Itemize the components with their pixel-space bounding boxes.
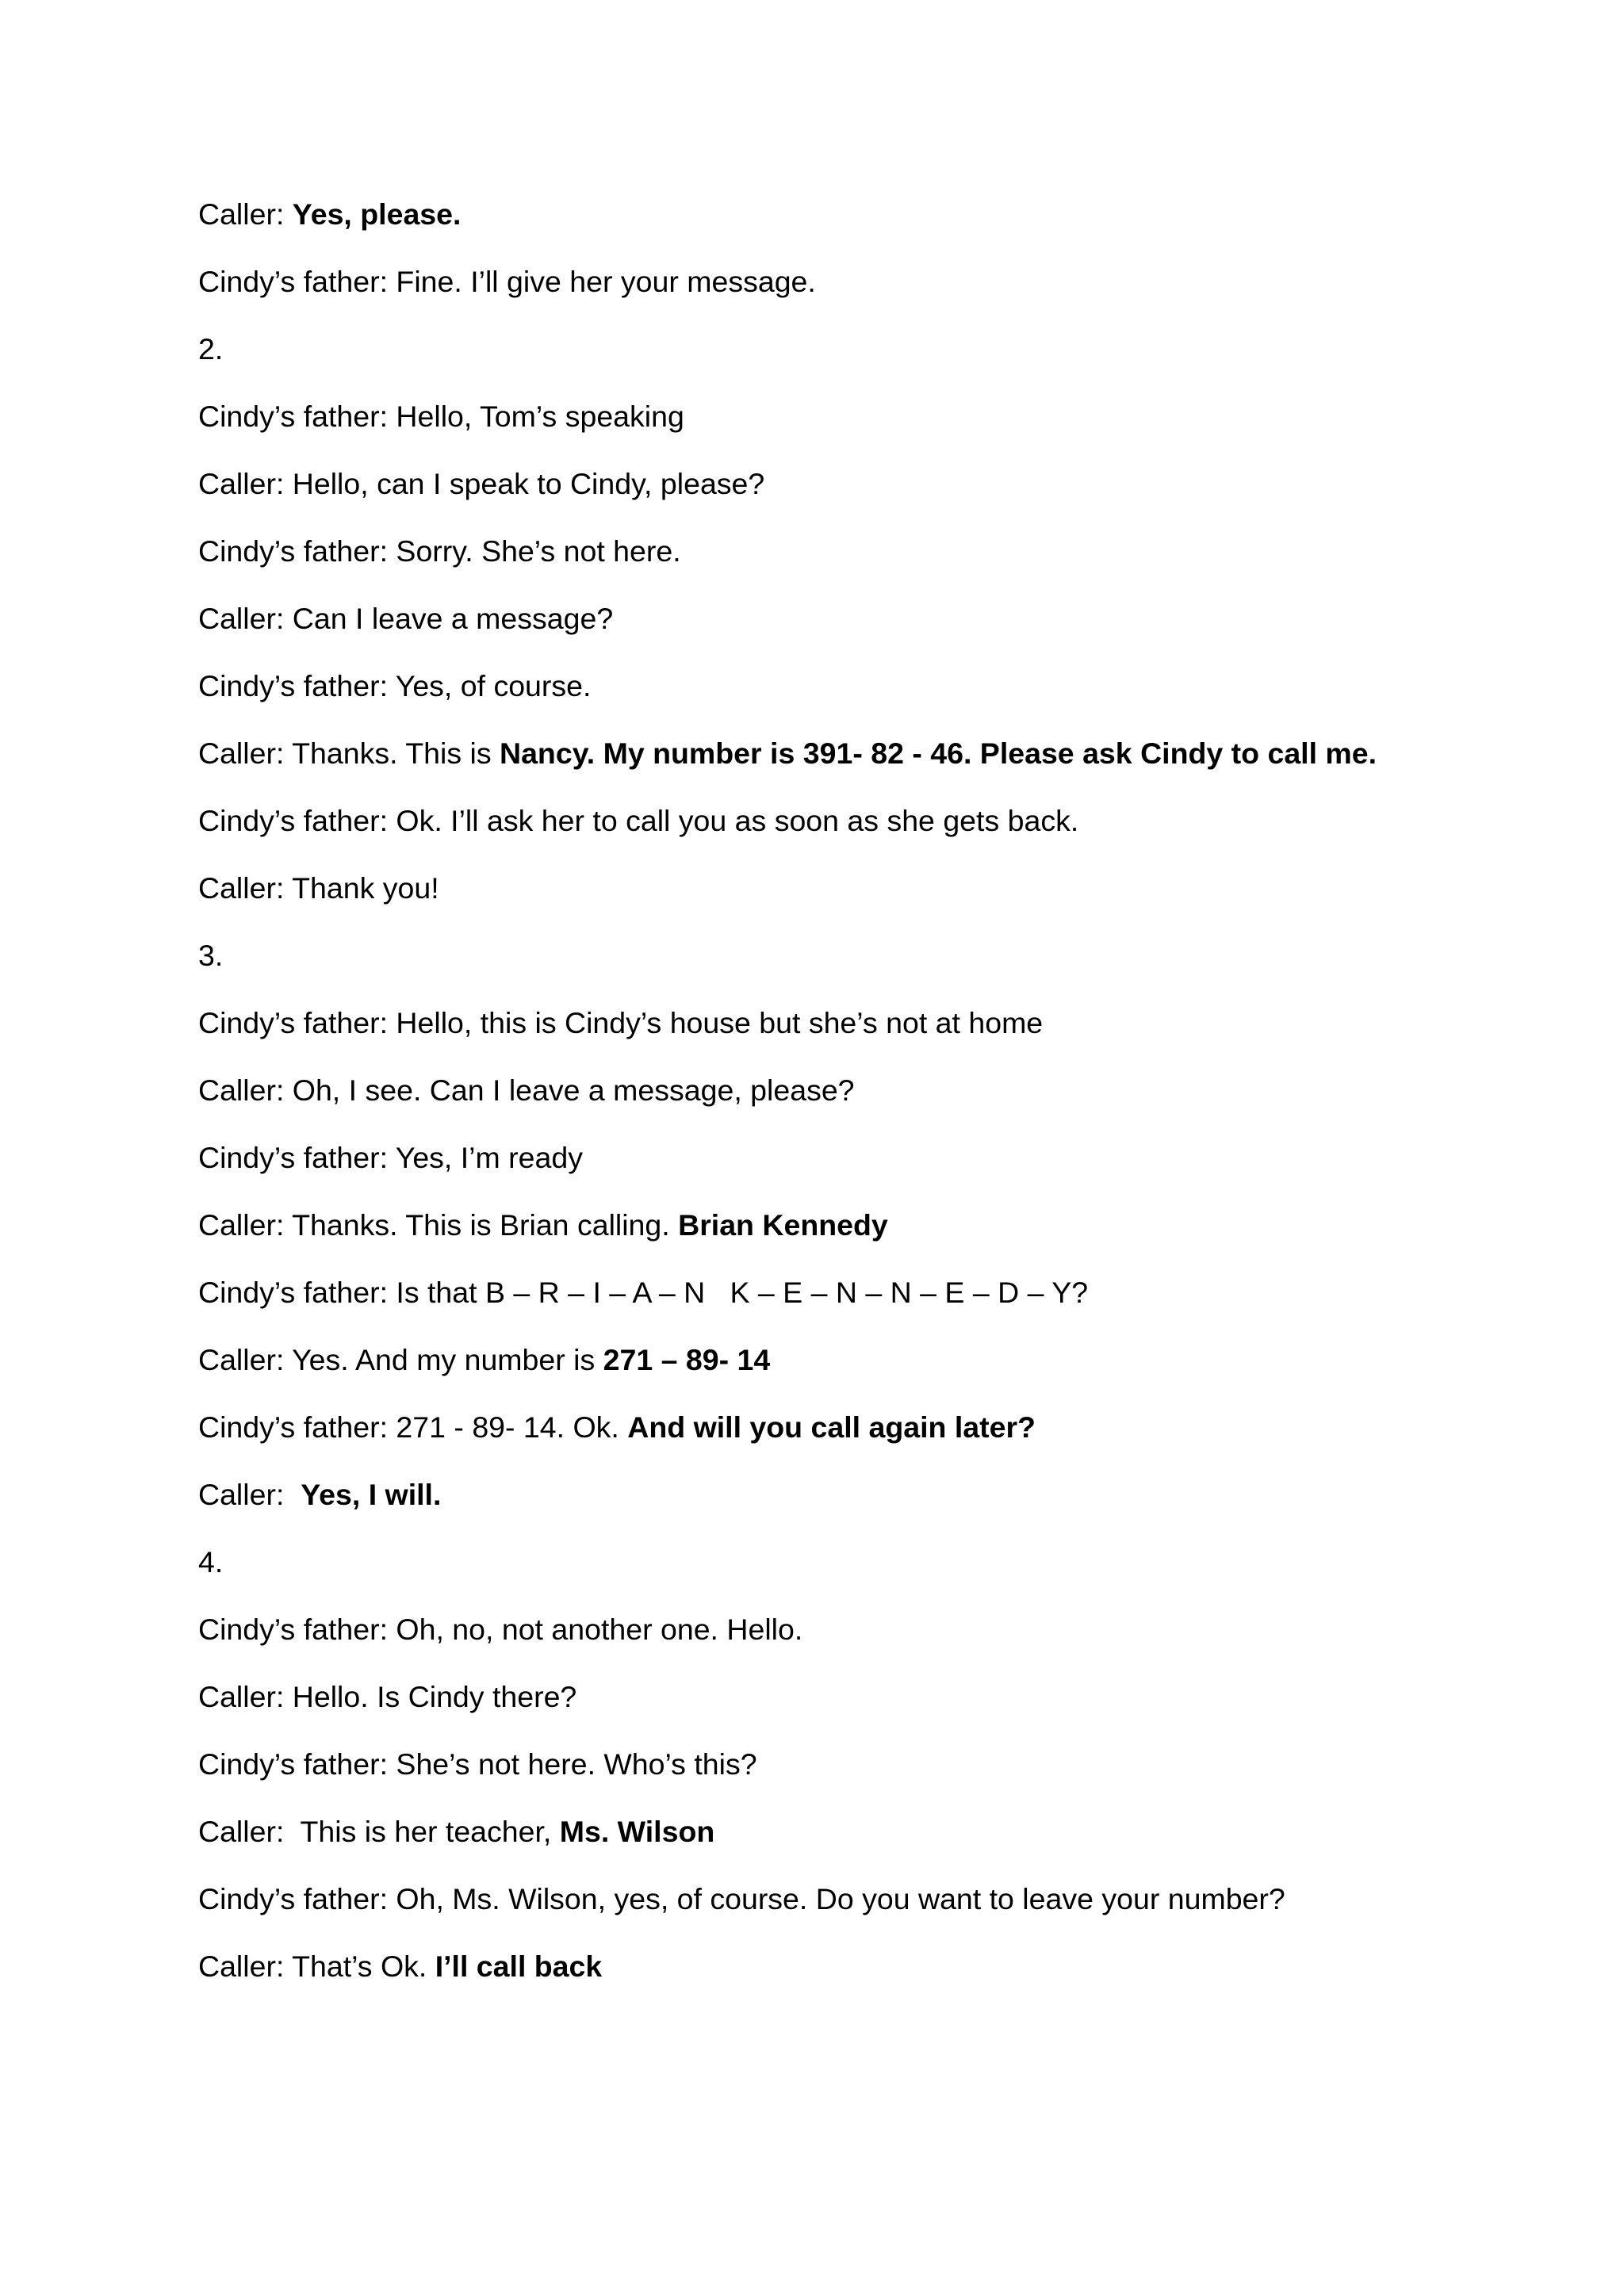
dialogue-line (198, 1001, 1546, 1068)
dialogue-line (198, 1405, 1546, 1472)
line-bold-text: 271 – 89- 14 (603, 1343, 771, 1376)
dialogue-line (198, 596, 1546, 664)
line-text: Caller: (198, 1478, 301, 1511)
line-text: Caller: Hello, can I speak to Cindy, please? (198, 467, 765, 500)
line-text: Cindy’s father: Oh, Ms. Wilson, yes, of course. Do you want to leave your number? (198, 1882, 1285, 1915)
dialogue-lines (198, 192, 1546, 2011)
dialogue-line (198, 192, 1546, 259)
line-text: Caller: Yes. And my number is (198, 1343, 603, 1376)
line-text: Caller: Thanks. This is (198, 737, 500, 770)
dialogue-line (198, 1877, 1546, 1944)
line-text: Cindy’s father: Sorry. She’s not here. (198, 534, 681, 568)
dialogue-line (198, 866, 1546, 933)
dialogue-line (198, 1203, 1546, 1270)
dialogue-line (198, 1270, 1546, 1337)
line-text: Cindy’s father: Hello, Tom’s speaking (198, 400, 684, 433)
line-text: Cindy’s father: Oh, no, not another one. Hello. (198, 1613, 803, 1646)
line-text: 2. (198, 332, 224, 365)
dialogue-line (198, 1068, 1546, 1135)
dialogue-line (198, 1809, 1546, 1877)
section-number (198, 933, 1546, 1001)
line-text: Caller: Can I leave a message? (198, 602, 614, 635)
line-bold-text: Brian Kennedy (678, 1208, 888, 1242)
line-bold-text: Nancy. My number is 391- 82 - 46. Please ask Cindy to call me. (500, 737, 1377, 770)
section-number (198, 1540, 1546, 1607)
line-text: Caller: Oh, I see. Can I leave a message, please? (198, 1073, 855, 1107)
section-number (198, 327, 1546, 394)
dialogue-line (198, 731, 1546, 798)
line-text: Cindy’s father: She’s not here. Who’s this? (198, 1747, 757, 1781)
line-text: Caller: Thank you! (198, 871, 439, 905)
line-text: Cindy’s father: 271 - 89- 14. Ok. (198, 1410, 628, 1444)
dialogue-line (198, 1135, 1546, 1203)
line-bold-text: Ms. Wilson (559, 1815, 715, 1848)
line-text: Cindy’s father: Fine. I’ll give her your message. (198, 265, 816, 298)
line-bold-text: I’ll call back (435, 1950, 603, 1983)
dialogue-line (198, 1674, 1546, 1742)
line-text: 3. (198, 939, 224, 972)
dialogue-line (198, 1742, 1546, 1809)
dialogue-line (198, 1944, 1546, 2011)
line-text: 4. (198, 1545, 224, 1578)
dialogue-line (198, 1472, 1546, 1540)
line-text: Cindy’s father: Yes, I’m ready (198, 1141, 583, 1174)
dialogue-line (198, 664, 1546, 731)
line-text: Caller: Hello. Is Cindy there? (198, 1680, 577, 1713)
dialogue-line (198, 259, 1546, 327)
line-text: Caller: (198, 197, 293, 231)
dialogue-line (198, 1607, 1546, 1674)
dialogue-line (198, 461, 1546, 529)
line-text: Caller: That’s Ok. (198, 1950, 435, 1983)
line-bold-text: Yes, please. (292, 197, 462, 231)
line-text: Caller: Thanks. This is Brian calling. (198, 1208, 679, 1242)
line-text: Cindy’s father: Ok. I’ll ask her to call you as soon as she gets back. (198, 804, 1079, 837)
line-text: Cindy’s father: Hello, this is Cindy’s house but she’s not at home (198, 1006, 1044, 1039)
line-text: Caller: This is her teacher, (198, 1815, 560, 1848)
line-text: Cindy’s father: Yes, of course. (198, 669, 592, 702)
line-bold-text: Yes, I will. (301, 1478, 442, 1511)
dialogue-line (198, 798, 1546, 866)
dialogue-line (198, 394, 1546, 461)
dialogue-line (198, 529, 1546, 596)
dialogue-line (198, 1337, 1546, 1405)
line-text: Cindy’s father: Is that B – R – I – A – N K – E – N – N – E – D – Y? (198, 1276, 1089, 1309)
line-bold-text: And will you call again later? (627, 1410, 1036, 1444)
